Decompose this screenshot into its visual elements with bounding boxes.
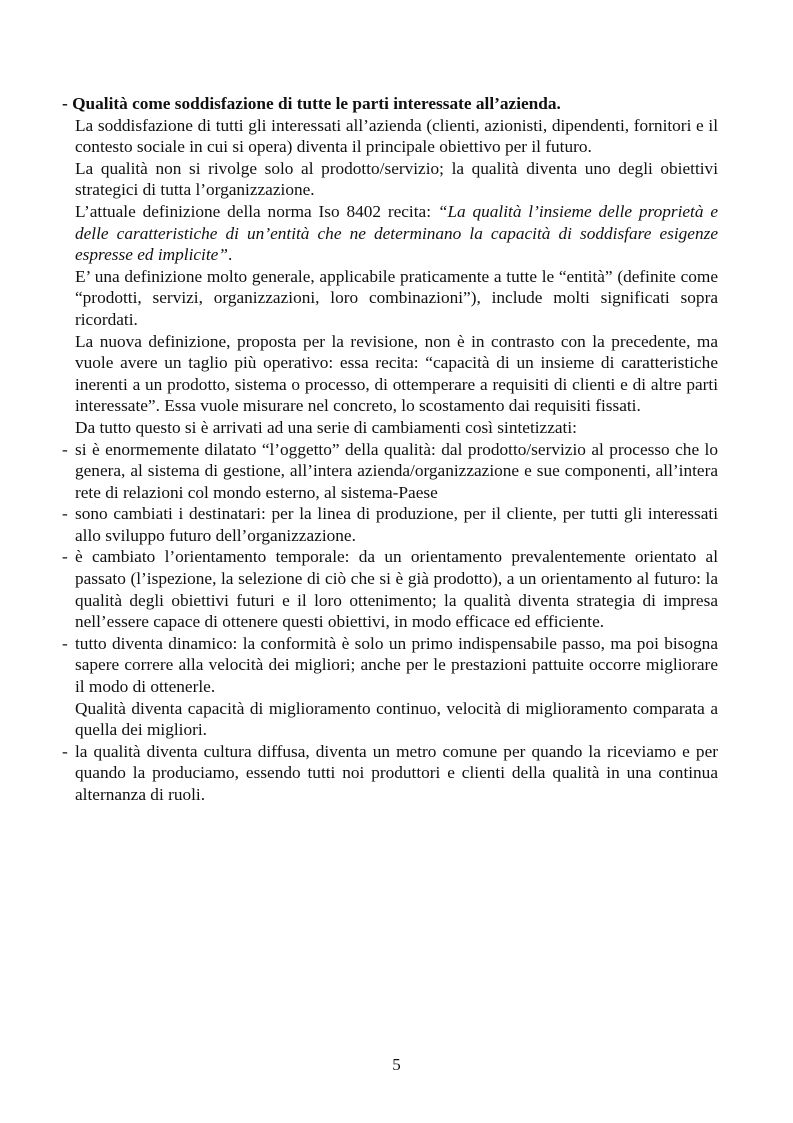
paragraph-new-definition: La nuova definizione, proposta per la revisione, non è in contrasto con la precedente, ma vuole avere un taglio più operativo: essa recita: “capacità di un insieme di caratteristiche inerenti a un prodotto, sistema o processo, di ottemperare a requisiti di clienti e di altre parti interessate”. Essa vuole misurare nel concreto, lo scostamento dai requisiti fissati. xyxy=(75,331,718,416)
list-dash: - xyxy=(62,504,68,524)
section-heading: - Qualità come soddisfazione di tutte le parti interessate all’azienda. xyxy=(62,94,561,113)
page-content xyxy=(62,93,718,806)
list-dash: - xyxy=(62,547,68,567)
list-item-text: tutto diventa dinamico: la conformità è solo un primo indispensabile passo, ma poi bisogna sapere correre alla velocità dei migliori; anche per le prestazioni pattuite occorre migliorare il modo di ottenerle. xyxy=(75,633,718,697)
list-item-dynamic-continuation: Qualità diventa capacità di miglioramento continuo, velocità di miglioramento comparata a quella dei migliori. xyxy=(75,698,718,740)
list-item-text: sono cambiati i destinatari: per la linea di produzione, per il cliente, per tutti gli interessati allo sviluppo futuro dell’organizzazione. xyxy=(75,504,718,545)
list-item-text: si è enormemente dilatato “l’oggetto” della qualità: dal prodotto/servizio al processo che lo genera, al sistema di gestione, all’intera azienda/organizzazione e sue componenti, all’intera rete di relazioni col mondo esterno, al sistema-Paese xyxy=(75,439,718,502)
list-item-culture xyxy=(62,741,718,806)
iso-definition-quote: “La qualità l’insieme delle proprietà e delle caratteristiche di un’entità che ne determinano la capacità di soddisfare esigenze espresse ed implicite” xyxy=(75,201,718,265)
paragraph-general-definition: E’ una definizione molto generale, applicabile praticamente a tutte le “entità” (definite come “prodotti, servizi, organizzazioni, loro combinazioni”), include molti significati sopra ricordati. xyxy=(75,266,718,329)
paragraph-stakeholder-satisfaction: La soddisfazione di tutti gli interessati all’azienda (clienti, azionisti, dipendenti, fornitori e il contesto sociale in cui si opera) diventa il principale obiettivo per il futuro. xyxy=(75,115,718,157)
list-item-recipients xyxy=(62,503,718,546)
paragraph-strategic-objective: La qualità non si rivolge solo al prodotto/servizio; la qualità diventa uno degli obiettivi strategici di tutta l’organizzazione. xyxy=(75,158,718,200)
paragraph-iso-definition xyxy=(62,201,718,266)
list-dash: - xyxy=(62,741,68,761)
list-item-text: la qualità diventa cultura diffusa, diventa un metro comune per quando la riceviamo e per quando la produciamo, essendo tutti noi produttori e clienti della qualità in una continua alternanza di ruoli. xyxy=(75,741,718,804)
iso-definition-intro: L’attuale definizione della norma Iso 8402 recita: xyxy=(75,201,438,221)
list-item-text: è cambiato l’orientamento temporale: da un orientamento prevalentemente orientato al passato (l’ispezione, la selezione di ciò che si è già prodotto), a un orientamento al futuro: la qualità degli obiettivi futuri e il loro ottenimento; la qualità diventa strategia di impresa nell’essere capace di ottenere questi obiettivi, in modo efficace ed efficiente. xyxy=(75,547,718,632)
page-number: 5 xyxy=(392,1055,401,1074)
list-item-dynamic xyxy=(62,633,718,698)
list-item-object xyxy=(62,439,718,504)
paragraph-changes-intro: Da tutto questo si è arrivati ad una serie di cambiamenti così sintetizzati: xyxy=(75,417,577,437)
list-dash: - xyxy=(62,439,68,459)
list-dash: - xyxy=(62,633,68,653)
iso-definition-end: . xyxy=(227,245,233,265)
list-item-temporal xyxy=(62,546,718,632)
